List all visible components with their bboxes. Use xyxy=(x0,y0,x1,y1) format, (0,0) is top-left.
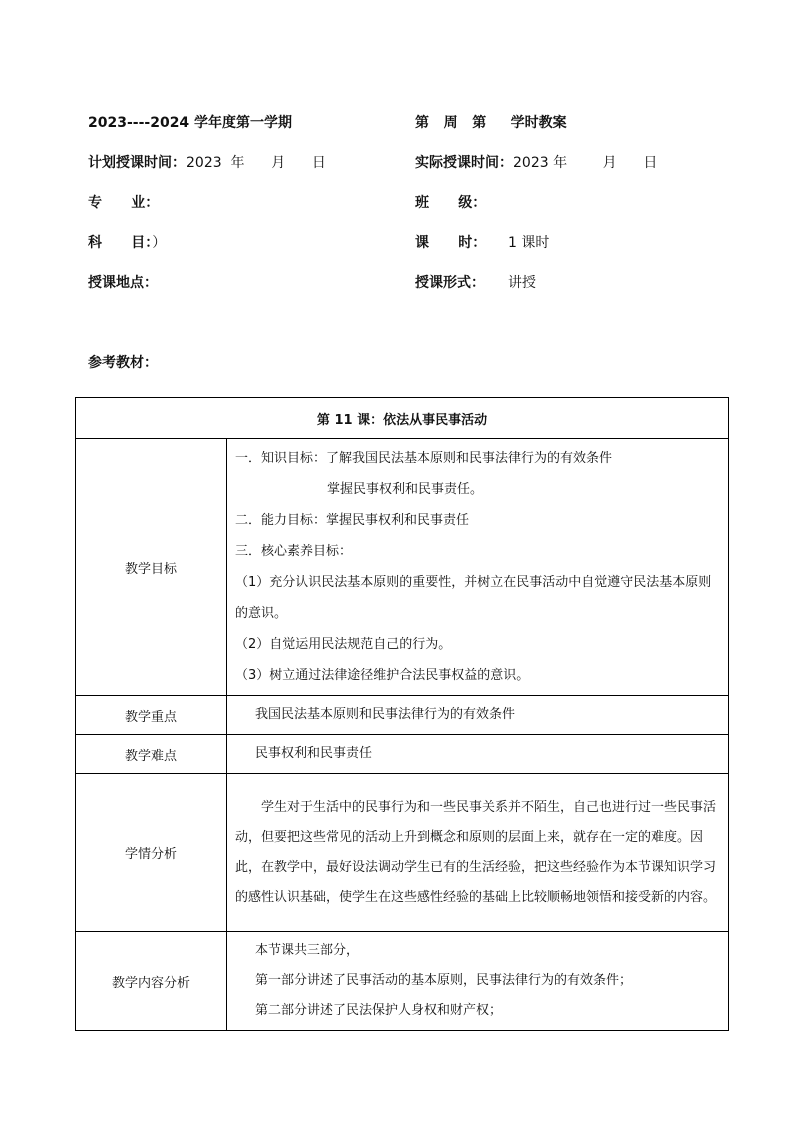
goals-content xyxy=(227,439,729,696)
goals-line-5: （1）充分认识民法基本原则的重要性，并树立在民事活动中自觉遵守民法基本原则的意识。 xyxy=(235,575,712,621)
key-points-label: 教学重点 xyxy=(76,696,227,735)
content-analysis-row xyxy=(76,932,729,1031)
week-session-label: 第 周 第 学时教案 xyxy=(415,115,567,131)
goals-line-3: 二．能力目标：掌握民事权利和民事责任 xyxy=(235,513,470,528)
key-points-text: 我国民法基本原则和民事法律行为的有效条件 xyxy=(255,707,516,722)
student-analysis-text: 学生对于生活中的民事行为和一些民事关系并不陌生，自己也进行过一些民事活动，但要把这些常见的活动上升到概念和原则的层面上来，就存在一定的难度。因此，在教学中，最好设法调动学生已有的生活经验，把这些经验作为本节课知识学习的感性认识基础，使学生在这些感性经验的基础上比较顺畅地领悟和接受新的内容。 xyxy=(235,799,717,905)
content-analysis-line-2: 第一部分讲述了民事活动的基本原则，民事法律行为的有效条件； xyxy=(255,973,633,988)
difficulties-label: 教学难点 xyxy=(76,735,227,774)
difficulties-row xyxy=(76,735,729,774)
table-title-row xyxy=(76,398,729,439)
hours-label: 课 时： xyxy=(415,235,487,251)
header-row-term xyxy=(0,112,794,134)
major-label: 专 业： xyxy=(88,195,160,211)
form-value: 讲授 xyxy=(508,275,536,291)
goals-row xyxy=(76,439,729,696)
content-analysis-line-1: 本节课共三部分， xyxy=(255,943,360,958)
actual-time-label: 实际授课时间： xyxy=(415,155,513,171)
goals-line-4: 三．核心素养目标： xyxy=(235,544,353,559)
header-row-location xyxy=(0,272,794,294)
goals-line-1: 一．知识目标：了解我国民法基本原则和民事法律行为的有效条件 xyxy=(235,451,613,466)
goals-line-2: 掌握民事权利和民事责任。 xyxy=(327,482,484,497)
content-analysis-line-3: 第二部分讲述了民法保护人身权和财产权； xyxy=(255,1003,503,1018)
student-analysis-content xyxy=(227,774,729,932)
subject-value: ） xyxy=(152,235,167,251)
subject xyxy=(88,232,166,254)
planned-time-value: 2023 年 月 日 xyxy=(186,155,326,171)
actual-time xyxy=(415,152,657,174)
planned-time xyxy=(88,152,326,174)
content-analysis-label: 教学内容分析 xyxy=(76,932,227,1031)
lesson-title: 第 11 课：依法从事民事活动 xyxy=(76,398,729,439)
student-analysis-row xyxy=(76,774,729,932)
content-analysis-content xyxy=(227,932,729,1031)
term-label: 2023----2024 学年度第一学期 xyxy=(88,115,293,131)
header-row-major xyxy=(0,192,794,214)
header-row-subject xyxy=(0,232,794,254)
actual-time-value: 2023 年 月 日 xyxy=(513,155,658,171)
difficulties-text: 民事权利和民事责任 xyxy=(255,746,373,761)
goals-line-6: （2）自觉运用民法规范自己的行为。 xyxy=(235,637,452,652)
location-label: 授课地点： xyxy=(88,275,158,291)
difficulties-content xyxy=(227,735,729,774)
goals-line-7: （3）树立通过法律途径维护合法民事权益的意识。 xyxy=(235,668,530,683)
subject-label: 科 目： xyxy=(88,235,153,251)
key-points-content xyxy=(227,696,729,735)
form-label: 授课形式： xyxy=(415,275,485,291)
student-analysis-label: 学情分析 xyxy=(76,774,227,932)
planned-time-label: 计划授课时间： xyxy=(88,155,186,171)
reference-material-label: 参考教材： xyxy=(88,355,158,371)
lesson-plan-table xyxy=(75,397,729,1031)
class-label: 班 级： xyxy=(415,195,487,211)
header-row-time xyxy=(0,152,794,174)
key-points-row xyxy=(76,696,729,735)
hours-value: 1 课时 xyxy=(508,235,550,251)
goals-label: 教学目标 xyxy=(76,439,227,696)
